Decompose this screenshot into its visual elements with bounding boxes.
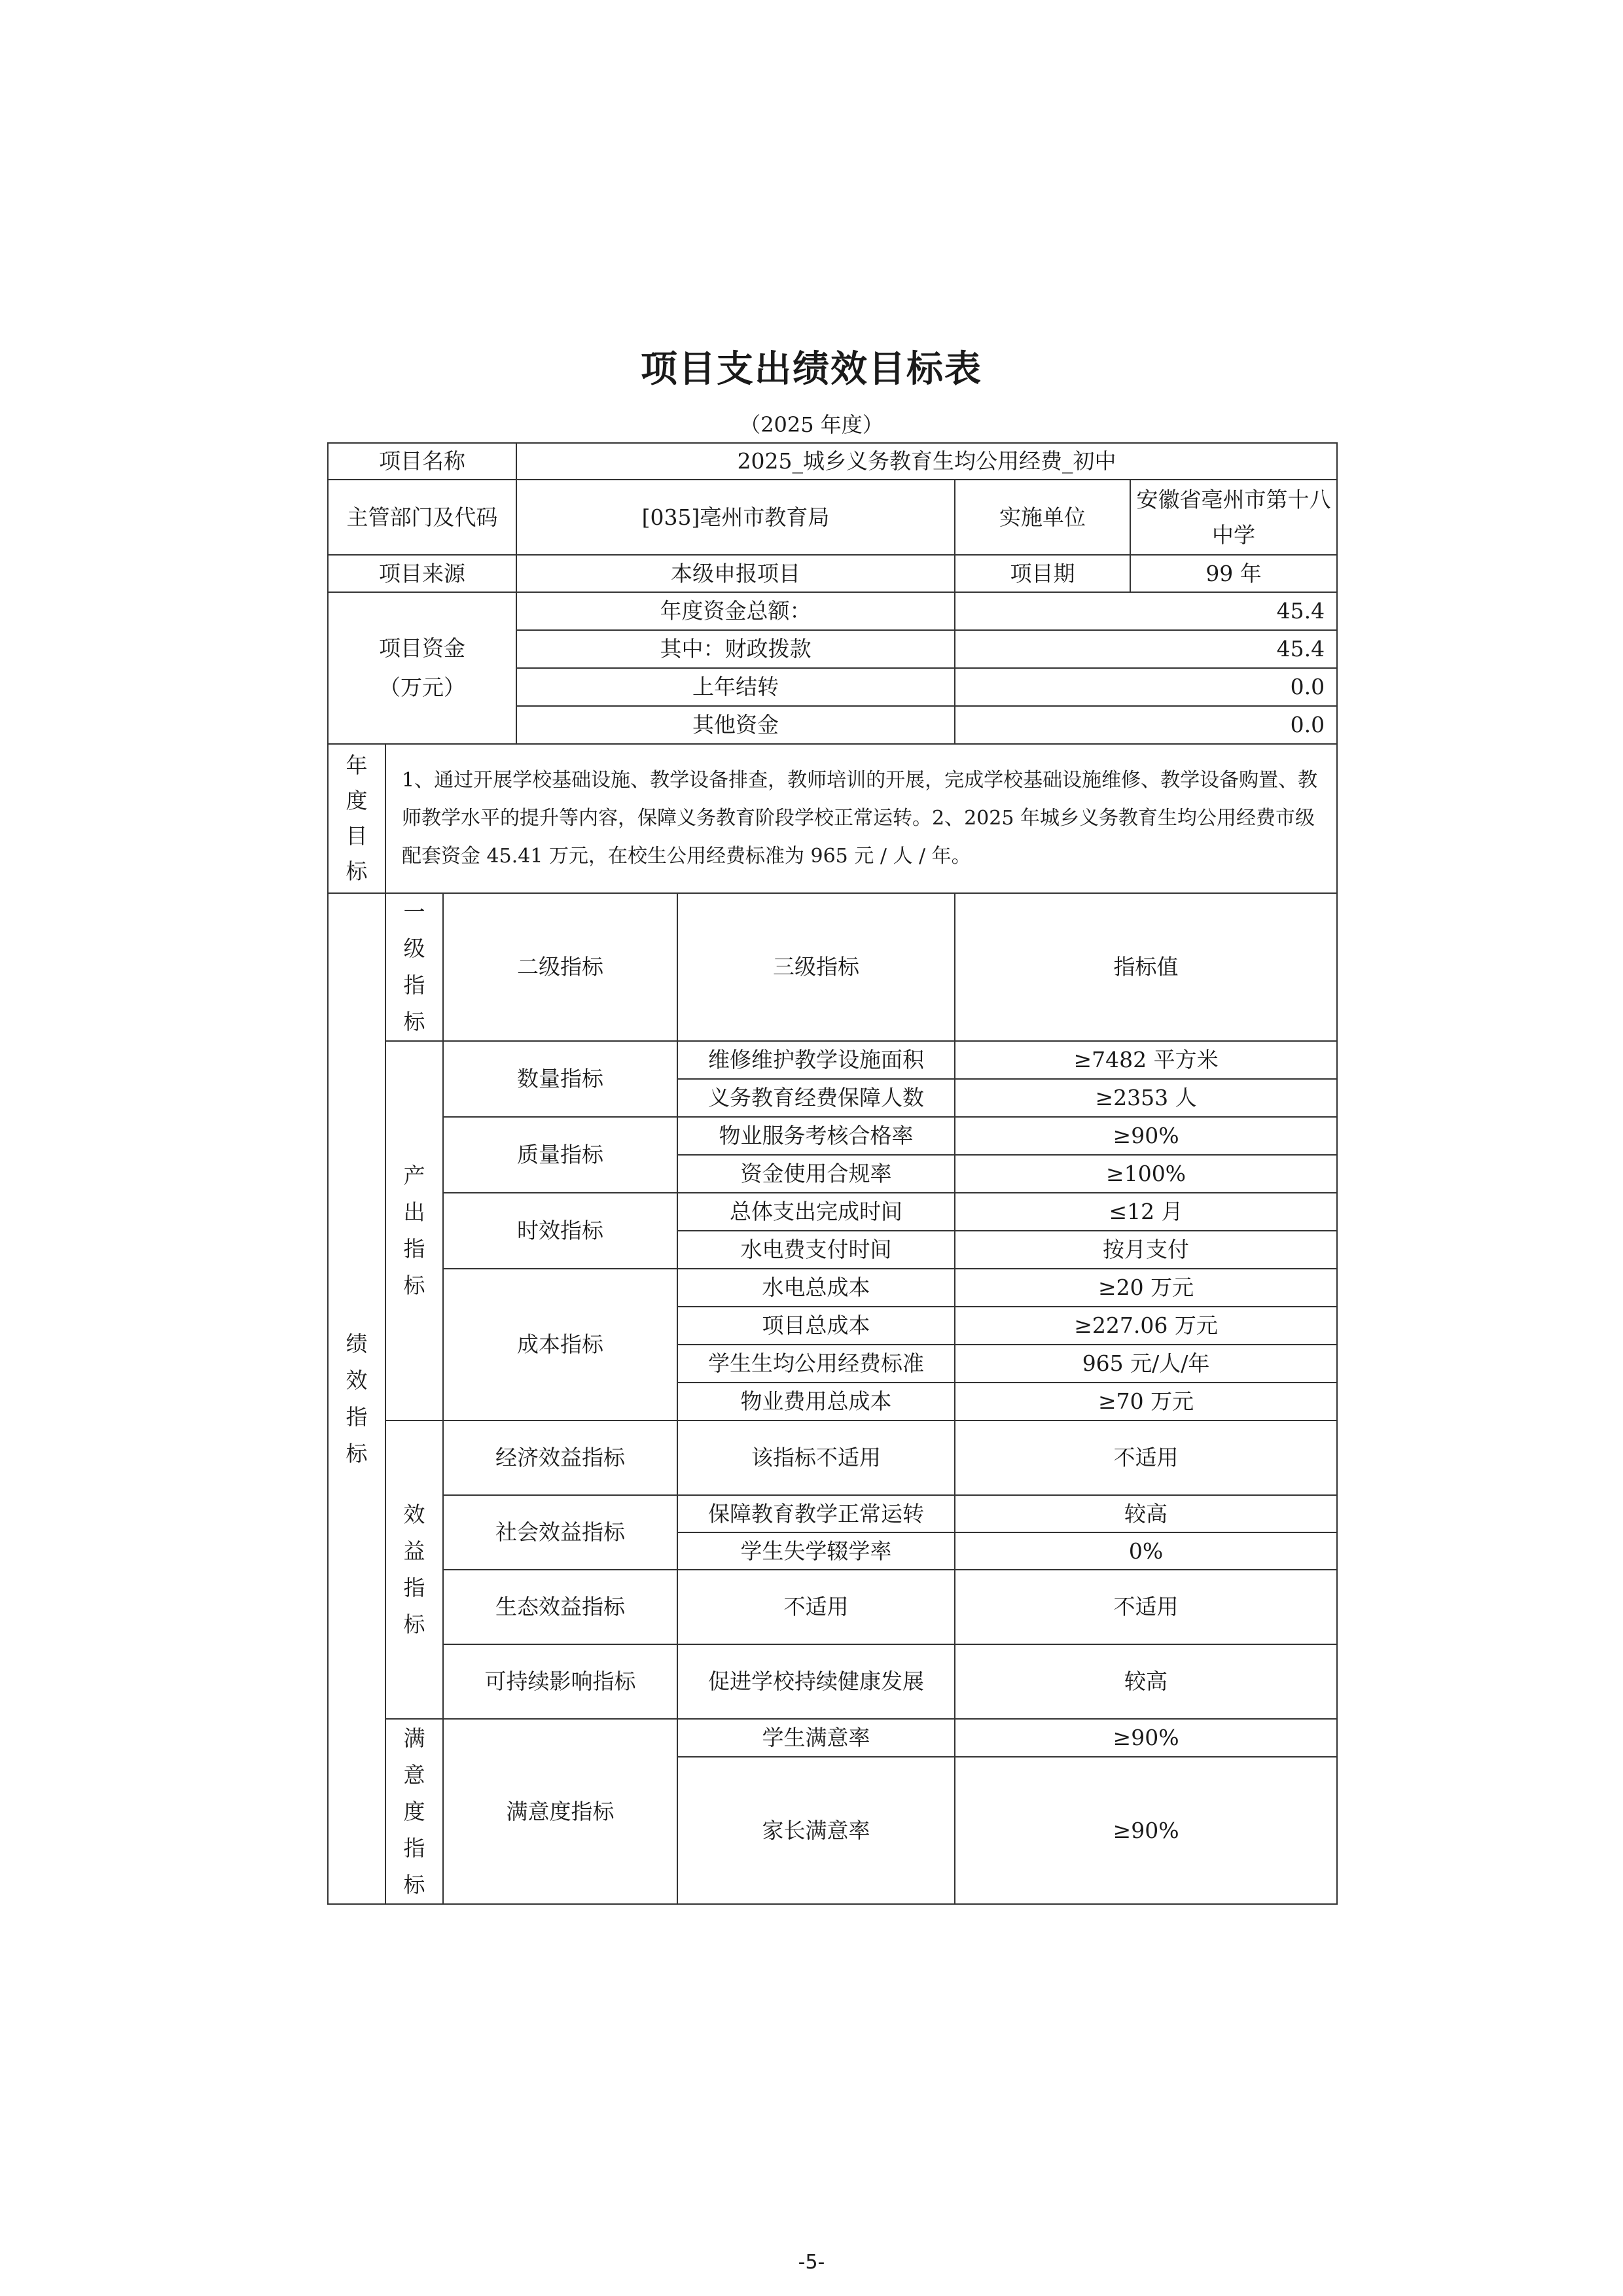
funds-row-value: 45.4 xyxy=(955,592,1337,630)
level3-name: 该指标不适用 xyxy=(677,1421,955,1495)
period-value: 99 年 xyxy=(1130,555,1337,592)
indicator-value: ≥20 万元 xyxy=(955,1269,1337,1307)
level3-name: 保障教育教学正常运转 xyxy=(677,1495,955,1532)
indicator-value: ≥7482 平方米 xyxy=(955,1041,1337,1079)
indicator-value: 较高 xyxy=(955,1644,1337,1719)
funds-row-label: 其他资金 xyxy=(516,706,955,744)
page-title: 项目支出绩效目标表 xyxy=(641,348,982,391)
funds-row-label: 年度资金总额： xyxy=(516,592,955,630)
level2-label: 质量指标 xyxy=(443,1117,677,1193)
impl-unit-value: 安徽省亳州市第十八中学 xyxy=(1130,480,1337,555)
indicator-value: 不适用 xyxy=(955,1570,1337,1644)
level2-label: 成本指标 xyxy=(443,1269,677,1421)
header-level1: 一 级 指 标 xyxy=(385,893,443,1041)
level3-name: 物业服务考核合格率 xyxy=(677,1117,955,1155)
header-level3: 三级指标 xyxy=(677,893,955,1041)
level2-label: 社会效益指标 xyxy=(443,1495,677,1570)
funds-row-value: 45.4 xyxy=(955,630,1337,668)
indicator-value: ≥227.06 万元 xyxy=(955,1307,1337,1345)
funds-row-label: 其中：财政拨款 xyxy=(516,630,955,668)
indicator-value: ≥90% xyxy=(955,1117,1337,1155)
level3-name: 学生失学辍学率 xyxy=(677,1532,955,1570)
level2-label: 数量指标 xyxy=(443,1041,677,1117)
header-value: 指标值 xyxy=(955,893,1337,1041)
funds-label: 项目资金（万元） xyxy=(328,592,516,744)
annual-goal-text: 1、通过开展学校基础设施、教学设备排查，教师培训的开展，完成学校基础设施维修、教学设备购置、教师教学水平的提升等内容，保障义务教育阶段学校正常运转。2、2025 年城乡义务教育生均公用经费市级配套资金 45.41 万元，在校生公用经费标准为 965 元 / 人 / 年。 xyxy=(385,744,1337,893)
header-level2: 二级指标 xyxy=(443,893,677,1041)
annual-goal-label: 年 度 目 标 xyxy=(328,744,385,893)
level3-name: 物业费用总成本 xyxy=(677,1383,955,1421)
project-name-label: 项目名称 xyxy=(328,443,516,480)
indicator-group-label: 绩 效 指 标 xyxy=(328,893,385,1904)
performance-goal-table xyxy=(327,442,1338,1905)
indicator-value: ≥2353 人 xyxy=(955,1079,1337,1117)
level3-name: 不适用 xyxy=(677,1570,955,1644)
level2-label: 经济效益指标 xyxy=(443,1421,677,1495)
source-value: 本级申报项目 xyxy=(516,555,955,592)
indicator-value: ≥100% xyxy=(955,1155,1337,1193)
source-label: 项目来源 xyxy=(328,555,516,592)
project-name-value: 2025_城乡义务教育生均公用经费_初中 xyxy=(516,443,1337,480)
indicator-value: 0% xyxy=(955,1532,1337,1570)
funds-row-label: 上年结转 xyxy=(516,668,955,706)
level3-name: 家长满意率 xyxy=(677,1757,955,1904)
level3-name: 维修维护教学设施面积 xyxy=(677,1041,955,1079)
period-label: 项目期 xyxy=(955,555,1130,592)
satisfaction-indicator-label: 满 意 度 指 标 xyxy=(385,1719,443,1904)
impl-unit-label: 实施单位 xyxy=(955,480,1130,555)
indicator-value: ≥90% xyxy=(955,1719,1337,1757)
indicator-value: 965 元/人/年 xyxy=(955,1345,1337,1383)
level3-name: 资金使用合规率 xyxy=(677,1155,955,1193)
benefit-indicator-label: 效 益 指 标 xyxy=(385,1421,443,1719)
dept-value: [035]亳州市教育局 xyxy=(516,480,955,555)
level2-label: 时效指标 xyxy=(443,1193,677,1269)
indicator-value: 不适用 xyxy=(955,1421,1337,1495)
dept-label: 主管部门及代码 xyxy=(328,480,516,555)
level3-name: 水电费支付时间 xyxy=(677,1231,955,1269)
level3-name: 学生满意率 xyxy=(677,1719,955,1757)
funds-row-value: 0.0 xyxy=(955,668,1337,706)
fiscal-year: （2025 年度） xyxy=(740,412,883,437)
indicator-value: ≥70 万元 xyxy=(955,1383,1337,1421)
funds-row-value: 0.0 xyxy=(955,706,1337,744)
level3-name: 义务教育经费保障人数 xyxy=(677,1079,955,1117)
level2-label: 可持续影响指标 xyxy=(443,1644,677,1719)
indicator-value: ≤12 月 xyxy=(955,1193,1337,1231)
indicator-value: 按月支付 xyxy=(955,1231,1337,1269)
level2-label: 满意度指标 xyxy=(443,1719,677,1904)
indicator-value: 较高 xyxy=(955,1495,1337,1532)
level3-name: 促进学校持续健康发展 xyxy=(677,1644,955,1719)
level3-name: 水电总成本 xyxy=(677,1269,955,1307)
level2-label: 生态效益指标 xyxy=(443,1570,677,1644)
level3-name: 学生生均公用经费标准 xyxy=(677,1345,955,1383)
level3-name: 总体支出完成时间 xyxy=(677,1193,955,1231)
indicator-value: ≥90% xyxy=(955,1757,1337,1904)
output-indicator-label: 产 出 指 标 xyxy=(385,1041,443,1421)
level3-name: 项目总成本 xyxy=(677,1307,955,1345)
page-number: -5- xyxy=(798,2251,825,2274)
